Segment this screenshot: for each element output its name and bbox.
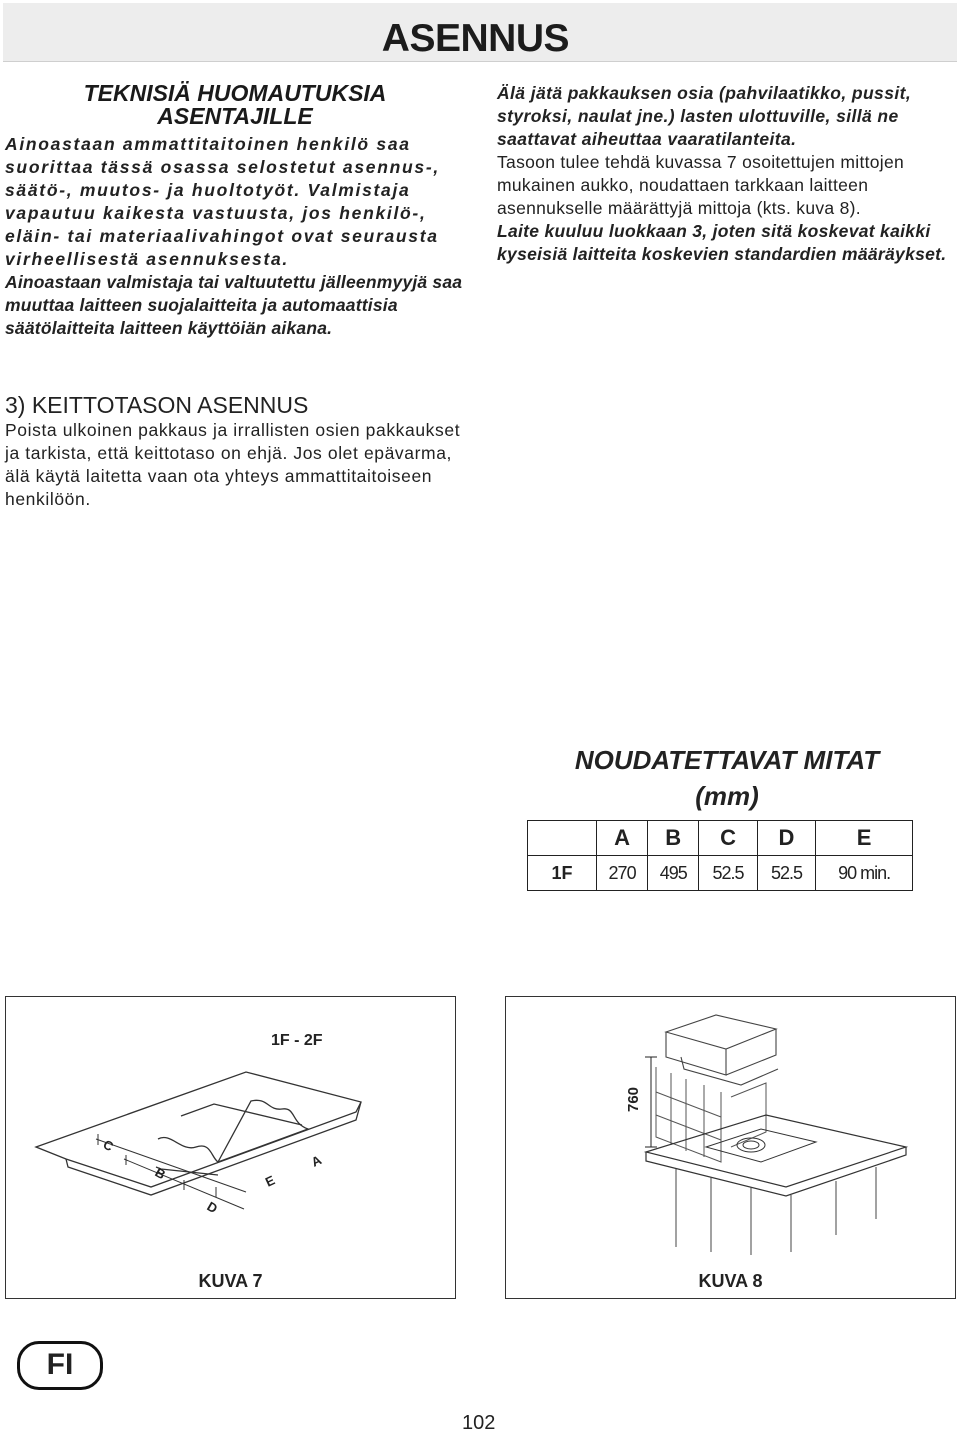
table-cell: 1F xyxy=(528,856,597,891)
cutout-instructions: Tasoon tulee tehdä kuvassa 7 osoitettujen mittojen mukainen aukko, noudattaen tarkkaan laitteen asennukselle määrättyjä mittoja (kts. kuva 8). xyxy=(497,152,905,218)
table-cell: 495 xyxy=(648,856,699,891)
language-badge: FI xyxy=(17,1341,103,1390)
model-label: 1F - 2F xyxy=(271,1032,323,1049)
table-header-cell xyxy=(528,821,597,856)
technical-notes-heading-line1: TEKNISIÄ HUOMAUTUKSIA xyxy=(83,80,387,106)
hob-installation-section xyxy=(5,393,465,511)
packaging-warning: Älä jätä pakkauksen osia (pahvilaatikko, pussit, styroksi, naulat jne.) lasten ulottuville, sillä ne saattavat aiheuttaa vaaratilanteita. xyxy=(497,83,912,149)
dimensions-heading xyxy=(527,742,927,814)
technical-notes-paragraph-1: Ainoastaan ammattitaitoinen henkilö saa suorittaa tässä osassa selostetut asennus-, säätö-, muutos- ja huoltotyöt. Valmistaja vapautuu kaikesta vastuusta, jos henkilö-, eläin- tai materiaalivahingot ovat seurausta virheellisestä asennuksesta. xyxy=(5,134,440,269)
hob-installation-text: Poista ulkoinen pakkaus ja irrallisten osien pakkaukset ja tarkista, että keittotaso on ehjä. Jos olet epävarma, älä käytä laitetta vaan ota yhteys ammattitaitoiseen henkilöön. xyxy=(5,420,461,509)
figure-7 xyxy=(5,996,456,1299)
dimensions-table-header-row xyxy=(528,821,913,856)
worktop xyxy=(646,1115,906,1196)
dim-label-d: D xyxy=(204,1198,221,1217)
base-cabinets xyxy=(676,1167,876,1255)
table-cell: 90 min. xyxy=(816,856,913,891)
figure-8 xyxy=(505,996,956,1299)
hood-outline xyxy=(666,1015,778,1085)
dim-label-b: B xyxy=(152,1164,169,1183)
dimensions-table xyxy=(527,820,913,891)
dimensions-heading-line1: NOUDATETTAVAT MITAT xyxy=(574,745,880,775)
table-row xyxy=(528,856,913,891)
page-title: ASENNUS xyxy=(381,17,569,60)
appliance-class-note: Laite kuuluu luokkaan 3, joten sitä koskevat kaikki kyseisiä laitteita koskevien standardien määräykset. xyxy=(497,221,947,264)
page-number: 102 xyxy=(462,1412,496,1434)
cutout-diagram xyxy=(6,997,455,1267)
table-header-cell: E xyxy=(816,821,913,856)
height-label: 760 xyxy=(625,1086,642,1112)
dim-label-c: C xyxy=(100,1136,117,1155)
dim-label-e: E xyxy=(262,1172,278,1190)
kitchen-installation-diagram xyxy=(506,997,955,1267)
height-dimension xyxy=(645,1057,657,1147)
technical-notes-heading-line2: ASENTAJILLE xyxy=(157,103,313,129)
countertop-outline xyxy=(36,1072,361,1195)
packaging-notes-section xyxy=(497,82,957,266)
dim-label-a: A xyxy=(308,1152,324,1170)
technical-notes-paragraph-2: Ainoastaan valmistaja tai valtuutettu jälleenmyyjä saa muuttaa laitteen suojalaitteita ja automaattisia säätölaitteita laitteen käyttöiän aikana. xyxy=(5,272,463,338)
figure-8-caption: KUVA 8 xyxy=(698,1271,763,1291)
dimensions-heading-line2: (mm) xyxy=(695,781,759,811)
technical-notes-section xyxy=(5,82,465,340)
figure-7-caption: KUVA 7 xyxy=(198,1271,263,1291)
dimension-labels xyxy=(101,1137,325,1217)
table-header-cell: C xyxy=(699,821,757,856)
dimension-lines xyxy=(96,1134,246,1209)
table-header-cell: A xyxy=(597,821,648,856)
header-bar xyxy=(3,3,957,62)
table-header-cell: B xyxy=(648,821,699,856)
table-cell: 52.5 xyxy=(757,856,815,891)
table-cell: 52.5 xyxy=(699,856,757,891)
table-cell: 270 xyxy=(597,856,648,891)
table-header-cell: D xyxy=(757,821,815,856)
hob-installation-heading: 3) KEITTOTASON ASENNUS xyxy=(5,392,309,418)
